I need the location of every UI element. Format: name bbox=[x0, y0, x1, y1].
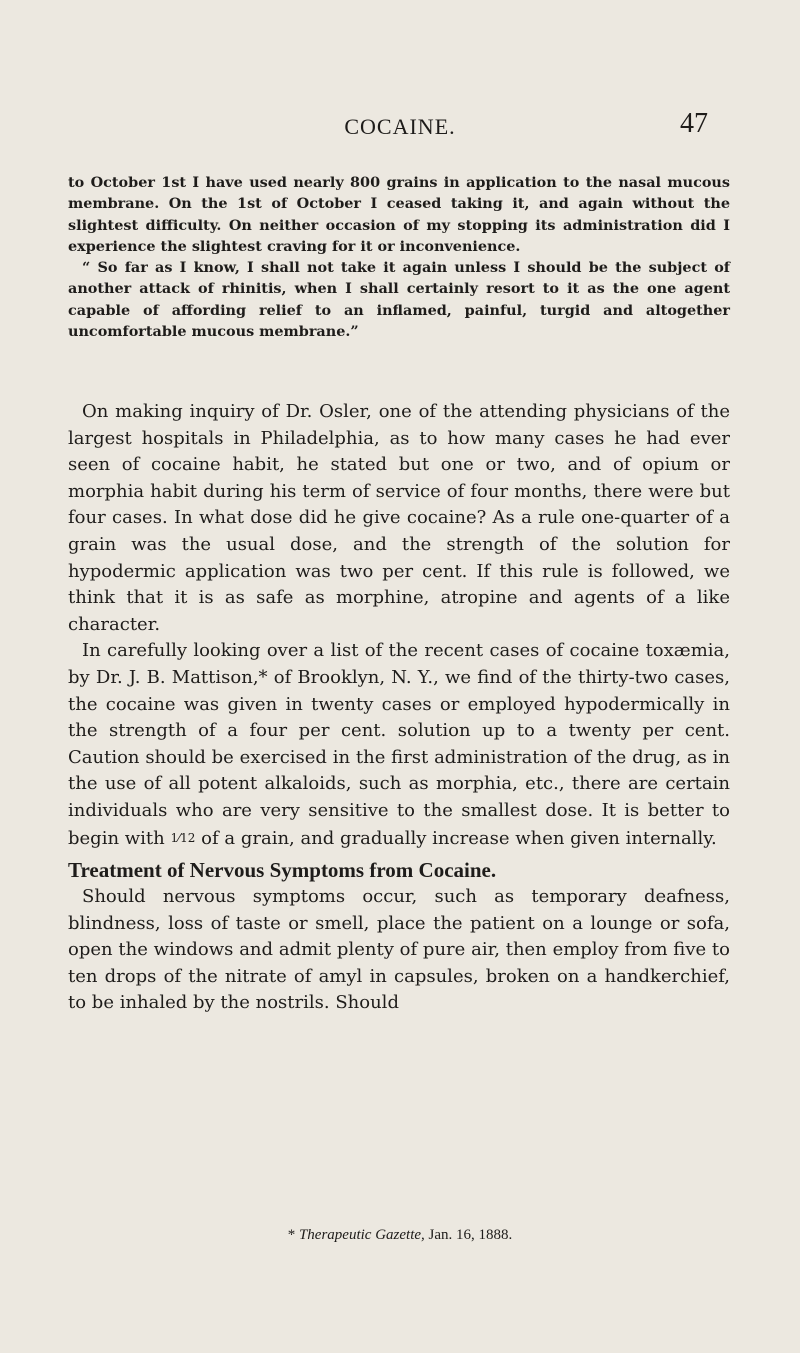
fraction-dose: 1⁄12 bbox=[170, 830, 196, 845]
paragraph-treatment: Should nervous symptoms occur, such as temporary deafness, blindness, loss of taste or smell, place the patient on a lounge or sofa, open the windows and admit plenty of pure air, then employ from five to ten drops of the nitrate of amyl in capsules, broken on a handkerchief, to be inhaled by the nostrils. Should bbox=[68, 886, 730, 1014]
quote-paragraph-1: to October 1st I have used nearly 800 grains in application to the nasal mucous membrane. On the 1st of October I ceased taking it, and again without the slightest difficulty. On neither occasion of my stopping its administration did I experience the slightest craving for it or inconvenience. bbox=[68, 174, 730, 255]
page-header bbox=[0, 84, 800, 144]
footnote-source: Therapeutic Gazette, bbox=[298, 1227, 425, 1243]
quote-paragraph-2: “ So far as I know, I shall not take it again unless I should be the subject of another attack of rhinitis, when I shall certainly resort to it as the one agent capable of affording relief to an inflamed, painful, turgid and altogether uncomfortable mucous membrane.” bbox=[68, 259, 730, 341]
quoted-passage bbox=[68, 172, 730, 342]
footnote-marker: * bbox=[287, 1227, 299, 1243]
footnote-date: Jan. 16, 1888. bbox=[424, 1227, 513, 1243]
body-text bbox=[68, 399, 730, 1017]
paragraph-mattison-cases bbox=[68, 638, 730, 852]
paragraph-mattison-text: In carefully looking over a list of the recent cases of cocaine toxæmia, by Dr. J. B. Mattison,* of Brooklyn, N. Y., we find of the thirty-two cases, the cocaine was given in twenty cases or employed hypodermically in the strength of a four per cent. solution up to a twenty per cent. Caution should be exercised in the first administration of the drug, as in the use of all potent alkaloids, such as morphia, etc., there are certain individuals who are very sensitive to the smallest dose. It is better to begin with bbox=[68, 640, 730, 849]
paragraph-mattison-end: of a grain, and gradually increase when given internally. bbox=[201, 827, 717, 849]
paragraph-osler-inquiry: On making inquiry of Dr. Osler, one of the attending physicians of the largest hospitals in Philadelphia, as to how many cases he had ever seen of cocaine habit, he stated but one or two, and of opium or morphia habit during his term of service of four months, there were but four cases. In what dose did he give cocaine? As a rule one-quarter of a grain was the usual dose, and the strength of the solution for hypodermic application was two per cent. If this rule is followed, we think that it is as safe as morphine, atropine and agents of a like character. bbox=[68, 401, 730, 635]
section-heading: Treatment of Nervous Symptoms from Cocaine. bbox=[68, 858, 497, 883]
running-head: COCAINE. bbox=[344, 114, 456, 139]
page-number: 47 bbox=[680, 108, 708, 139]
footnote bbox=[0, 1227, 800, 1244]
